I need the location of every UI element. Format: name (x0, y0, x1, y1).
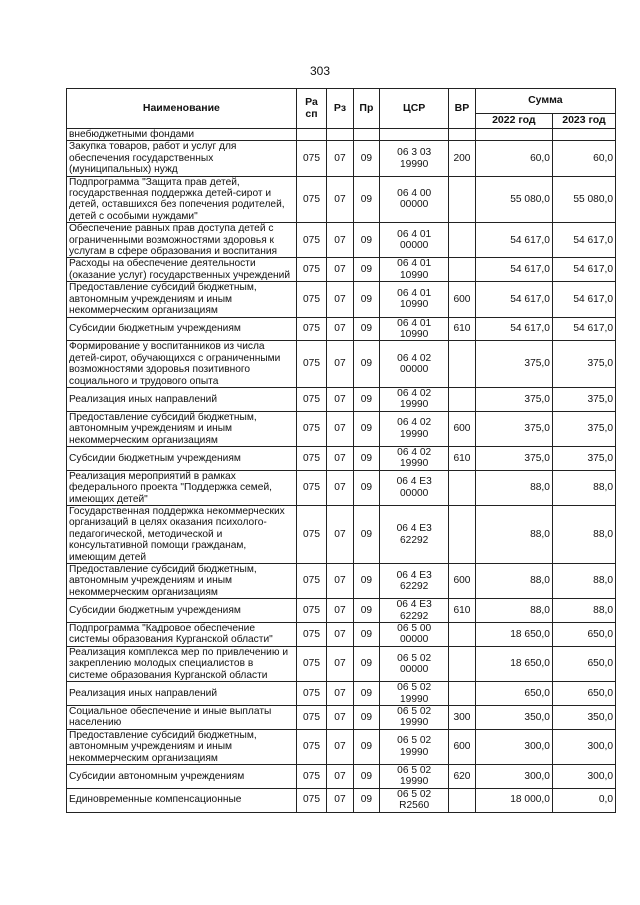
header-rasp-text: Ра сп (305, 96, 318, 120)
row-pr: 09 (353, 141, 379, 176)
row-vr: 610 (449, 446, 475, 470)
row-vr (449, 176, 475, 223)
row-pr: 09 (353, 729, 379, 764)
row-sum-2023: 88,0 (552, 564, 615, 599)
header-pr: Пр (353, 89, 379, 129)
row-sum-2023: 54 617,0 (552, 258, 615, 282)
row-name: Предоставление субсидий бюджетным, автономным учреждениям и иным некоммерческим организациям (67, 282, 297, 317)
row-vr (449, 387, 475, 411)
table-row (67, 387, 616, 411)
row-rasp: 075 (296, 729, 327, 764)
row-rz: 07 (327, 176, 353, 223)
row-csr: 06 4 01 10990 (380, 317, 449, 341)
table-header-row (67, 89, 616, 114)
row-sum-2022: 54 617,0 (475, 282, 552, 317)
row-sum-2022 (475, 129, 552, 141)
row-rasp: 075 (296, 506, 327, 564)
row-rasp: 075 (296, 470, 327, 505)
table-body (67, 129, 616, 813)
row-sum-2022: 54 617,0 (475, 258, 552, 282)
row-csr: 06 3 03 19990 (380, 141, 449, 176)
row-rasp: 075 (296, 387, 327, 411)
row-sum-2023: 300,0 (552, 729, 615, 764)
row-sum-2022: 88,0 (475, 564, 552, 599)
table-row (67, 599, 616, 623)
row-pr: 09 (353, 564, 379, 599)
table-row (67, 341, 616, 388)
row-csr: 06 5 00 00000 (380, 623, 449, 647)
row-sum-2023: 300,0 (552, 764, 615, 788)
row-vr: 600 (449, 411, 475, 446)
row-name: Предоставление субсидий бюджетным, автономным учреждениям и иным некоммерческим организациям (67, 729, 297, 764)
row-rasp: 075 (296, 764, 327, 788)
row-rasp: 075 (296, 341, 327, 388)
row-csr: 06 4 01 10990 (380, 258, 449, 282)
row-vr: 600 (449, 564, 475, 599)
row-sum-2022: 60,0 (475, 141, 552, 176)
row-csr (380, 129, 449, 141)
row-name: Подпрограмма "Кадровое обеспечение системы образования Курганской области" (67, 623, 297, 647)
table-row (67, 682, 616, 706)
row-pr: 09 (353, 788, 379, 812)
row-sum-2023: 650,0 (552, 623, 615, 647)
row-pr: 09 (353, 446, 379, 470)
row-sum-2023: 55 080,0 (552, 176, 615, 223)
row-csr: 06 5 02 19990 (380, 764, 449, 788)
header-rz: Рз (327, 89, 353, 129)
row-pr: 09 (353, 223, 379, 258)
row-pr: 09 (353, 387, 379, 411)
row-rasp: 075 (296, 705, 327, 729)
row-rasp: 075 (296, 176, 327, 223)
row-name: Подпрограмма "Защита прав детей, государственная поддержка детей-сирот и детей, оставшихся без попечения родителей, детей с особыми нуждами" (67, 176, 297, 223)
row-pr: 09 (353, 411, 379, 446)
row-rasp: 075 (296, 446, 327, 470)
row-sum-2022: 650,0 (475, 682, 552, 706)
row-pr: 09 (353, 470, 379, 505)
row-name: Реализация иных направлений (67, 387, 297, 411)
row-csr: 06 5 02 R2560 (380, 788, 449, 812)
row-vr (449, 506, 475, 564)
row-name: Субсидии бюджетным учреждениям (67, 317, 297, 341)
row-sum-2023: 54 617,0 (552, 282, 615, 317)
row-rasp: 075 (296, 623, 327, 647)
table-row (67, 258, 616, 282)
row-csr: 06 4 Е3 62292 (380, 506, 449, 564)
table-row (67, 129, 616, 141)
row-sum-2022: 55 080,0 (475, 176, 552, 223)
row-pr: 09 (353, 282, 379, 317)
table-row (67, 646, 616, 681)
row-vr (449, 341, 475, 388)
row-vr: 600 (449, 282, 475, 317)
row-sum-2023: 375,0 (552, 446, 615, 470)
row-vr: 600 (449, 729, 475, 764)
row-rz: 07 (327, 646, 353, 681)
header-rasp (296, 89, 327, 129)
table-row (67, 788, 616, 812)
row-sum-2023: 60,0 (552, 141, 615, 176)
row-csr: 06 4 01 00000 (380, 223, 449, 258)
row-name: Единовременные компенсационные (67, 788, 297, 812)
row-csr: 06 4 02 19990 (380, 411, 449, 446)
row-csr: 06 5 02 19990 (380, 682, 449, 706)
row-sum-2023: 375,0 (552, 411, 615, 446)
row-sum-2023: 650,0 (552, 646, 615, 681)
row-rz (327, 129, 353, 141)
row-rz: 07 (327, 387, 353, 411)
row-sum-2023: 0,0 (552, 788, 615, 812)
row-vr (449, 788, 475, 812)
row-vr (449, 646, 475, 681)
header-year-2023: 2023 год (552, 114, 615, 129)
table-row (67, 223, 616, 258)
table-row (67, 282, 616, 317)
row-sum-2023: 350,0 (552, 705, 615, 729)
row-rz: 07 (327, 317, 353, 341)
table-row (67, 176, 616, 223)
row-pr: 09 (353, 764, 379, 788)
header-vr: ВР (449, 89, 475, 129)
row-rasp: 075 (296, 258, 327, 282)
row-csr: 06 4 02 19990 (380, 446, 449, 470)
row-name: Предоставление субсидий бюджетным, автономным учреждениям и иным некоммерческим организациям (67, 411, 297, 446)
row-sum-2023: 375,0 (552, 341, 615, 388)
header-csr: ЦСР (380, 89, 449, 129)
row-rasp: 075 (296, 646, 327, 681)
row-name: Расходы на обеспечение деятельности (оказание услуг) государственных учреждений (67, 258, 297, 282)
row-rz: 07 (327, 470, 353, 505)
row-pr (353, 129, 379, 141)
table-row (67, 705, 616, 729)
row-rz: 07 (327, 506, 353, 564)
row-pr: 09 (353, 341, 379, 388)
row-csr: 06 4 Е3 62292 (380, 599, 449, 623)
row-sum-2022: 88,0 (475, 599, 552, 623)
row-rz: 07 (327, 411, 353, 446)
row-sum-2022: 88,0 (475, 470, 552, 505)
row-rz: 07 (327, 141, 353, 176)
row-vr (449, 129, 475, 141)
row-sum-2022: 375,0 (475, 341, 552, 388)
row-sum-2022: 18 650,0 (475, 623, 552, 647)
row-vr (449, 623, 475, 647)
row-pr: 09 (353, 258, 379, 282)
row-csr: 06 4 Е3 00000 (380, 470, 449, 505)
row-sum-2023: 375,0 (552, 387, 615, 411)
row-name: Субсидии бюджетным учреждениям (67, 446, 297, 470)
row-sum-2023: 650,0 (552, 682, 615, 706)
table-row (67, 141, 616, 176)
row-name: Реализация комплекса мер по привлечению и закреплению молодых специалистов в системе образования Курганской области (67, 646, 297, 681)
budget-table (66, 88, 616, 813)
row-vr: 300 (449, 705, 475, 729)
row-rasp: 075 (296, 141, 327, 176)
row-rz: 07 (327, 705, 353, 729)
row-sum-2022: 54 617,0 (475, 223, 552, 258)
row-rasp: 075 (296, 599, 327, 623)
row-name: Предоставление субсидий бюджетным, автономным учреждениям и иным некоммерческим организациям (67, 564, 297, 599)
row-name: Реализация иных направлений (67, 682, 297, 706)
row-sum-2022: 300,0 (475, 764, 552, 788)
row-rz: 07 (327, 682, 353, 706)
row-sum-2022: 375,0 (475, 411, 552, 446)
row-sum-2022: 350,0 (475, 705, 552, 729)
row-csr: 06 4 02 00000 (380, 341, 449, 388)
table-row (67, 446, 616, 470)
row-rasp: 075 (296, 411, 327, 446)
row-sum-2022: 18 650,0 (475, 646, 552, 681)
header-year-2022: 2022 год (475, 114, 552, 129)
row-sum-2022: 18 000,0 (475, 788, 552, 812)
row-name: Социальное обеспечение и иные выплаты населению (67, 705, 297, 729)
row-name: внебюджетными фондами (67, 129, 297, 141)
table-row (67, 506, 616, 564)
row-pr: 09 (353, 176, 379, 223)
row-sum-2023: 54 617,0 (552, 223, 615, 258)
row-csr: 06 4 Е3 62292 (380, 564, 449, 599)
row-csr: 06 4 00 00000 (380, 176, 449, 223)
row-name: Обеспечение равных прав доступа детей с ограниченными возможностями здоровья к услугам в сфере образования и воспитания (67, 223, 297, 258)
row-vr: 610 (449, 317, 475, 341)
header-name: Наименование (67, 89, 297, 129)
header-sum: Сумма (475, 89, 615, 114)
row-vr: 620 (449, 764, 475, 788)
row-name: Государственная поддержка некоммерческих организаций в целях оказания психолого-педагогической, методической и консультативной помощи гражданам, имеющим детей (67, 506, 297, 564)
page-number: 303 (309, 64, 331, 78)
row-rz: 07 (327, 446, 353, 470)
row-pr: 09 (353, 646, 379, 681)
row-csr: 06 5 02 19990 (380, 705, 449, 729)
row-name: Реализация мероприятий в рамках федерального проекта "Поддержка семей, имеющих детей" (67, 470, 297, 505)
row-pr: 09 (353, 705, 379, 729)
row-rasp: 075 (296, 282, 327, 317)
row-vr (449, 258, 475, 282)
row-rz: 07 (327, 599, 353, 623)
table-row (67, 564, 616, 599)
table-row (67, 729, 616, 764)
row-vr (449, 470, 475, 505)
row-sum-2022: 300,0 (475, 729, 552, 764)
row-name: Формирование у воспитанников из числа детей-сирот, обучающихся с ограниченными возможностями здоровья позитивного социального и трудового опыта (67, 341, 297, 388)
row-rasp: 075 (296, 223, 327, 258)
row-sum-2022: 54 617,0 (475, 317, 552, 341)
row-rz: 07 (327, 282, 353, 317)
row-rz: 07 (327, 223, 353, 258)
row-sum-2022: 88,0 (475, 506, 552, 564)
table-row (67, 623, 616, 647)
row-name: Субсидии бюджетным учреждениям (67, 599, 297, 623)
row-pr: 09 (353, 506, 379, 564)
table-row (67, 317, 616, 341)
row-csr: 06 5 02 00000 (380, 646, 449, 681)
row-name: Субсидии автономным учреждениям (67, 764, 297, 788)
row-csr: 06 5 02 19990 (380, 729, 449, 764)
row-csr: 06 4 01 10990 (380, 282, 449, 317)
row-sum-2023: 88,0 (552, 506, 615, 564)
row-name: Закупка товаров, работ и услуг для обеспечения государственных (муниципальных) нужд (67, 141, 297, 176)
row-rasp: 075 (296, 564, 327, 599)
row-pr: 09 (353, 623, 379, 647)
row-sum-2022: 375,0 (475, 387, 552, 411)
row-rz: 07 (327, 564, 353, 599)
row-vr (449, 682, 475, 706)
row-rasp: 075 (296, 788, 327, 812)
row-pr: 09 (353, 682, 379, 706)
row-sum-2022: 375,0 (475, 446, 552, 470)
row-rasp: 075 (296, 682, 327, 706)
row-rasp: 075 (296, 317, 327, 341)
row-rz: 07 (327, 764, 353, 788)
row-sum-2023 (552, 129, 615, 141)
table-row (67, 470, 616, 505)
row-pr: 09 (353, 317, 379, 341)
row-sum-2023: 88,0 (552, 599, 615, 623)
table-row (67, 411, 616, 446)
row-rz: 07 (327, 729, 353, 764)
row-vr: 200 (449, 141, 475, 176)
row-vr: 610 (449, 599, 475, 623)
row-sum-2023: 54 617,0 (552, 317, 615, 341)
row-csr: 06 4 02 19990 (380, 387, 449, 411)
row-rz: 07 (327, 623, 353, 647)
row-rz: 07 (327, 788, 353, 812)
row-rz: 07 (327, 258, 353, 282)
table-row (67, 764, 616, 788)
row-vr (449, 223, 475, 258)
row-rz: 07 (327, 341, 353, 388)
row-pr: 09 (353, 599, 379, 623)
row-sum-2023: 88,0 (552, 470, 615, 505)
row-rasp (296, 129, 327, 141)
